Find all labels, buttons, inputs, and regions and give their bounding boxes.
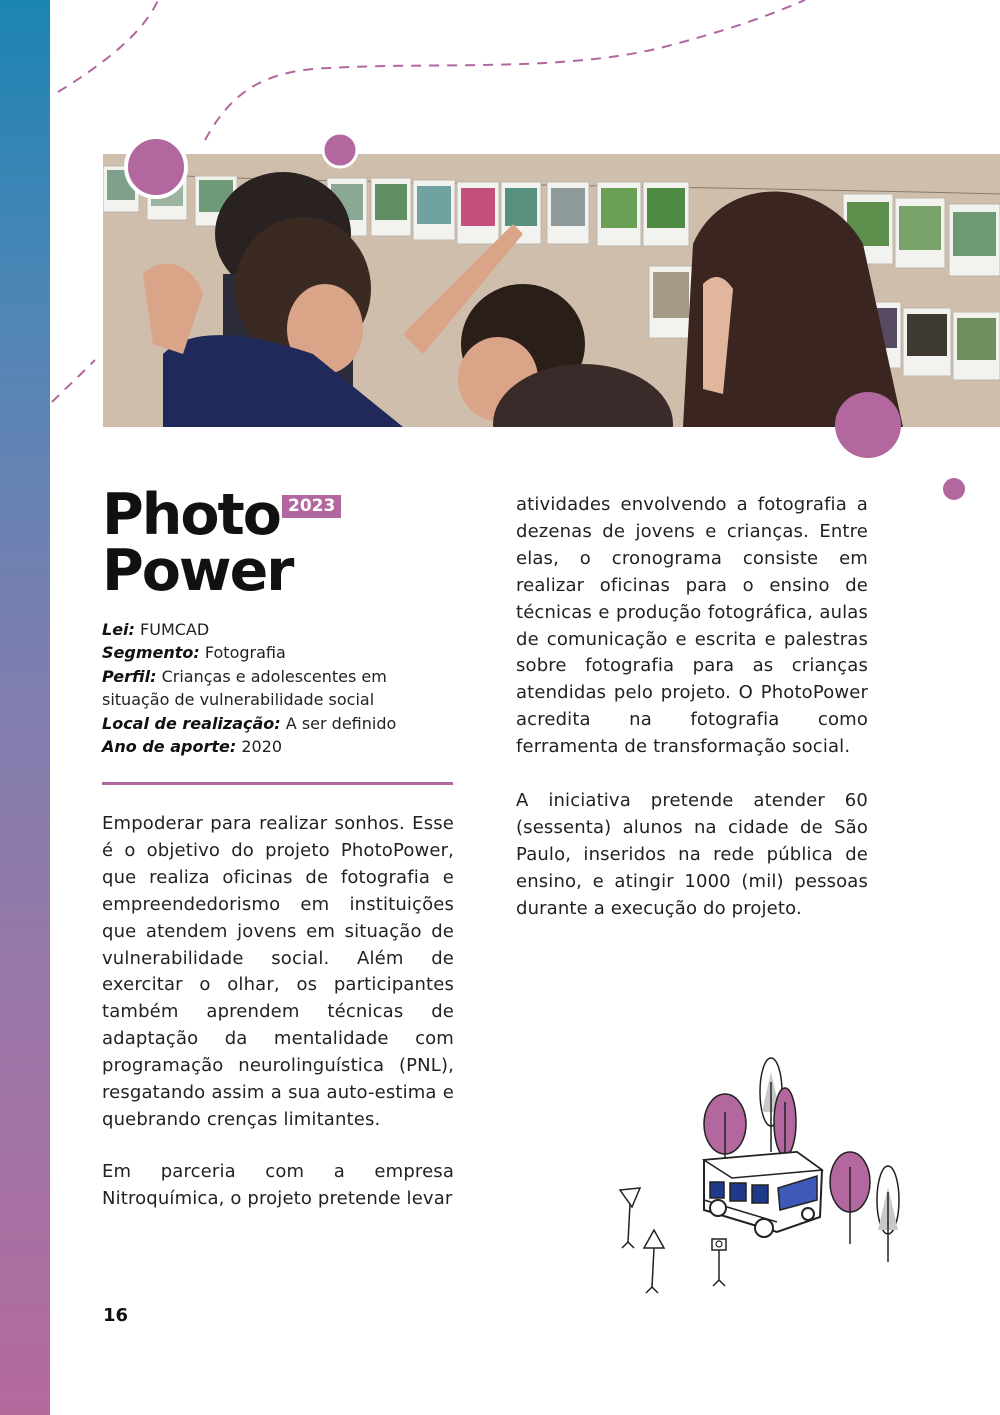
body-paragraph-4: A iniciativa pretende atender 60 (sessenta) alunos na cidade de São Paulo, inseridos na rede pública de ensino, e atingir 1000 (mil) pessoas durante a execução do projeto. [516, 790, 868, 919]
detail-value: Crianças e adolescentes em situação de vulnerabilidade social [102, 666, 387, 710]
body-paragraph-1: Empoderar para realizar sonhos. Esse é o objetivo do projeto PhotoPower, que realiza oficinas de fotografia e empreendedorismo em instituições que atendem jovens em situação de vulnerabilidade social. Além de exercitar o olhar, os participantes também aprendem técnicas de adaptação da mentalidade com programação neurolinguística (PNL), resgatando assim a sua auto-estima e quebrando crenças limitantes. [102, 813, 454, 1130]
light-stand-icon [644, 1230, 664, 1293]
detail-segmento [102, 641, 432, 664]
project-title [102, 482, 293, 604]
body-paragraph-3: atividades envolvendo a fotografia a dezenas de jovens e crianças. Entre elas, o cronograma consiste em realizar oficinas para o ensino de técnicas e produção fotográfica, aulas de comunicação e escrita e palestras sobre fotografia para as crianças atendidas pelo projeto. O PhotoPower acredita na fotografia como ferramenta de transformação social. [516, 494, 868, 758]
year-badge: 2023 [282, 495, 341, 518]
detail-local [102, 712, 432, 735]
detail-perfil [102, 665, 432, 712]
detail-label: Segmento: [102, 643, 200, 663]
detail-value: 2020 [241, 737, 283, 757]
detail-lei [102, 618, 432, 641]
tree-icon [830, 1152, 870, 1244]
detail-value: Fotografia [204, 643, 286, 663]
page-number: 16 [103, 1305, 129, 1326]
tree-icon [877, 1166, 899, 1262]
photo-scene [103, 154, 1000, 427]
body-paragraph-2: Em parceria com a empresa Nitroquímica, o projeto pretende levar [102, 1161, 454, 1209]
detail-ano [102, 735, 432, 758]
detail-label: Ano de aporte: [102, 737, 237, 757]
project-details [102, 618, 432, 758]
light-stand-icon [620, 1188, 640, 1248]
detail-value: A ser definido [285, 713, 397, 733]
van-illustration [612, 1052, 912, 1297]
camera-tripod-icon [712, 1239, 726, 1286]
van-icon [704, 1152, 822, 1237]
detail-label: Local de realização: [102, 713, 281, 733]
section-divider [102, 782, 453, 785]
header-photo [103, 154, 1000, 427]
detail-value: FUMCAD [140, 620, 210, 639]
title-line-2: Power [102, 538, 293, 604]
detail-label: Lei: [102, 620, 135, 639]
tree-icon [774, 1088, 796, 1160]
sidebar-gradient-bar [0, 0, 50, 1415]
title-line-1: Photo [102, 482, 280, 548]
detail-label: Perfil: [102, 666, 157, 686]
